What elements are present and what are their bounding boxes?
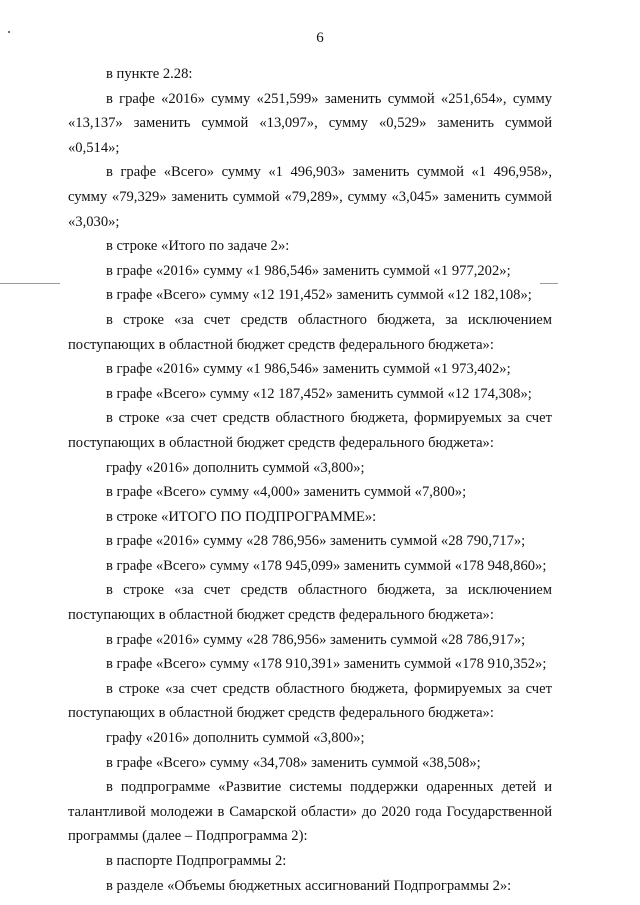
paragraph: в графе «2016» сумму «1 986,546» заменить суммой «1 977,202»; (106, 262, 511, 279)
paragraph: в графе «Всего» сумму «178 910,391» заменить суммой «178 910,352»; (106, 656, 547, 673)
page-number: 6 (316, 30, 324, 46)
paragraph: в разделе «Объемы бюджетных ассигнований Подпрограммы 2»: (106, 877, 512, 894)
paragraph: в графе «Всего» сумму «12 187,452» заменить суммой «12 174,308»; (106, 385, 532, 402)
paragraph: в строке «за счет средств областного бюджета, формируемых за счет поступающих в областной бюджет средств федерального бюджета»: (68, 410, 552, 451)
paragraph: в графе «2016» сумму «28 786,956» заменить суммой «28 790,717»; (106, 533, 526, 550)
paragraph: в графе «Всего» сумму «178 945,099» заменить суммой «178 948,860»; (106, 557, 547, 574)
paragraph: в строке «за счет средств областного бюджета, формируемых за счет поступающих в областной бюджет средств федерального бюджета»: (68, 680, 552, 722)
paragraph: в графе «Всего» сумму «34,708» заменить суммой «38,508»; (106, 754, 481, 771)
paragraph: в строке «за счет средств областного бюджета, за исключением поступающих в областной бюджет средств федерального бюджета»: (68, 582, 552, 624)
paragraph: в графе «Всего» сумму «12 191,452» заменить суммой «12 182,108»; (106, 287, 532, 304)
scan-dot (8, 31, 10, 33)
paragraph: графу «2016» дополнить суммой «3,800»; (106, 730, 365, 747)
paragraph: графу «2016» дополнить суммой «3,800»; (106, 459, 365, 476)
paragraph: в строке «за счет средств областного бюджета, за исключением поступающих в областной бюджет средств федерального бюджета»: (68, 311, 552, 353)
paragraph: в графе «2016» сумму «251,599» заменить суммой «251,654», сумму «13,137» заменить суммой «13,097», сумму «0,529» заменить суммой «0,514»; (68, 90, 552, 156)
paragraph: в пункте 2.28: (106, 66, 193, 82)
scan-mark-left (0, 283, 60, 284)
paragraph: в графе «2016» сумму «28 786,956» заменить суммой «28 786,917»; (106, 631, 526, 648)
paragraph: в паспорте Подпрограммы 2: (106, 853, 287, 869)
paragraph: в строке «ИТОГО ПО ПОДПРОГРАММЕ»: (106, 508, 377, 525)
paragraph: в подпрограмме «Развитие системы поддержки одаренных детей и талантливой молодежи в Самарской области» до 2020 года Государственной программы (далее – Подпрограмма 2): (68, 779, 552, 845)
paragraph: в графе «Всего» сумму «4,000» заменить суммой «7,800»; (106, 484, 467, 501)
paragraph: в графе «2016» сумму «1 986,546» заменить суммой «1 973,402»; (106, 361, 511, 378)
paragraph: в графе «Всего» сумму «1 496,903» заменить суммой «1 496,958», сумму «79,329» заменить суммой «79,289», сумму «3,045» заменить суммой «3,030»; (68, 164, 552, 230)
paragraph: в строке «Итого по задаче 2»: (106, 238, 290, 255)
body-text (68, 62, 552, 898)
